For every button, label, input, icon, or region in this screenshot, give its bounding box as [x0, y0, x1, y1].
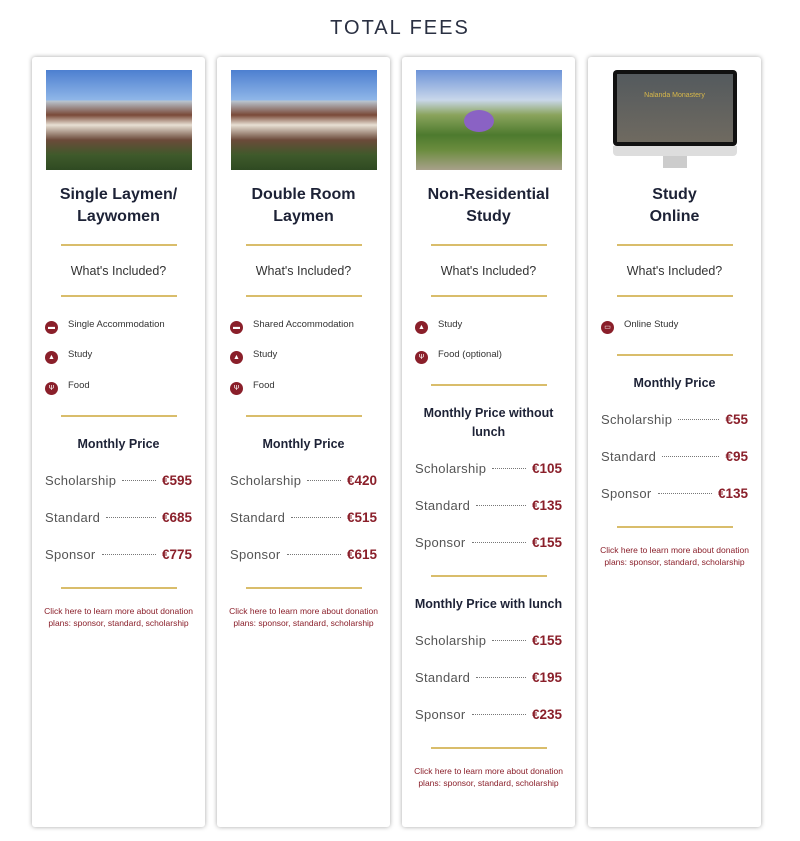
donation-plans-link[interactable]: Click here to learn more about donation plans: sponsor, standard, scholarship [229, 605, 378, 628]
laptop-icon: ▭ [601, 321, 614, 334]
included-item-label: Study [68, 349, 93, 361]
graduation-cap-icon: ▲ [45, 351, 58, 364]
included-item-label: Food [253, 379, 275, 391]
divider [431, 747, 547, 749]
price-row [588, 438, 761, 475]
price-label: Standard [415, 670, 471, 685]
price-label: Sponsor [45, 546, 96, 562]
price-value: €55 [725, 411, 748, 427]
donation-plans-link[interactable]: Click here to learn more about donation plans: sponsor, standard, scholarship [44, 605, 193, 628]
price-row [588, 401, 761, 438]
divider [431, 575, 547, 577]
included-item-label: Single Accommodation [68, 318, 165, 330]
bed-icon: ▬ [230, 321, 243, 334]
price-row [32, 462, 205, 499]
price-row [402, 450, 575, 487]
price-label: Scholarship [415, 633, 487, 648]
price-row [217, 536, 390, 573]
price-row [402, 659, 575, 696]
bed-icon: ▬ [45, 321, 58, 334]
price-row [402, 487, 575, 524]
card-title: Single Laymen/ Laywomen [59, 186, 178, 225]
price-label: Standard [415, 498, 471, 513]
included-item [415, 340, 575, 371]
price-row [32, 536, 205, 573]
included-item-label: Food (optional) [438, 349, 502, 361]
price-row [402, 622, 575, 659]
included-item [45, 370, 205, 401]
included-item [230, 370, 390, 401]
price-label: Standard [45, 509, 101, 525]
price-value: €515 [346, 509, 377, 525]
included-item [415, 309, 575, 340]
divider [246, 587, 362, 589]
included-item-label: Study [438, 318, 463, 330]
divider [617, 526, 733, 528]
divider [61, 244, 177, 246]
price-heading: Monthly Price [262, 436, 345, 451]
price-row [217, 462, 390, 499]
included-heading: What's Included? [255, 264, 352, 278]
included-item [601, 309, 761, 340]
donation-plans-link[interactable]: Click here to learn more about donation plans: sponsor, standard, scholarship [414, 766, 563, 788]
price-label: Sponsor [230, 546, 281, 562]
included-item [45, 309, 205, 340]
price-row [217, 499, 390, 536]
fee-card [588, 57, 761, 827]
price-value: €155 [531, 633, 562, 648]
utensils-icon: Ψ [415, 351, 428, 364]
price-label: Sponsor [415, 535, 466, 550]
price-label: Scholarship [601, 411, 673, 427]
price-row [32, 499, 205, 536]
divider [617, 244, 733, 246]
price-value: €195 [531, 670, 562, 685]
included-item [230, 309, 390, 340]
price-label: Sponsor [415, 707, 466, 722]
donation-plans-link[interactable]: Click here to learn more about donation plans: sponsor, standard, scholarship [600, 544, 749, 567]
price-heading: Monthly Price [77, 436, 160, 451]
price-row [402, 524, 575, 561]
included-heading: What's Included? [70, 264, 167, 278]
monastery-building-image [46, 70, 192, 170]
included-item-label: Online Study [624, 318, 679, 330]
card-title: Non-Residential Study [427, 186, 550, 225]
price-label: Standard [601, 448, 657, 464]
utensils-icon: Ψ [230, 382, 243, 395]
price-heading: Monthly Price with lunch [414, 597, 563, 611]
price-heading: Monthly Price [633, 375, 716, 390]
price-label: Standard [230, 509, 286, 525]
included-item-label: Shared Accommodation [253, 318, 354, 330]
fee-card [32, 57, 205, 827]
monitor-screen-text: Nalanda Monastery [644, 92, 705, 99]
graduation-cap-icon: ▲ [415, 321, 428, 334]
price-label: Sponsor [601, 485, 652, 501]
monastery-building-image [231, 70, 377, 170]
included-heading: What's Included? [626, 264, 723, 278]
monitor-image [602, 70, 748, 170]
card-title: Double Room Laymen [251, 186, 356, 225]
price-label: Scholarship [230, 472, 302, 488]
graduation-cap-icon: ▲ [230, 351, 243, 364]
price-heading: Monthly Price without lunch [423, 406, 554, 439]
price-value: €155 [531, 535, 562, 550]
price-value: €235 [531, 707, 562, 722]
divider [431, 244, 547, 246]
included-item-label: Study [253, 349, 278, 361]
price-row [588, 475, 761, 512]
included-item [230, 340, 390, 371]
page-title: TOTAL FEES [330, 17, 470, 39]
price-value: €135 [531, 498, 562, 513]
included-item [45, 340, 205, 371]
price-value: €615 [346, 546, 377, 562]
price-value: €135 [717, 485, 748, 501]
included-item-label: Food [68, 379, 90, 391]
price-label: Scholarship [45, 472, 117, 488]
price-value: €105 [531, 461, 562, 476]
price-value: €685 [161, 509, 192, 525]
card-title: Study Online [649, 186, 700, 225]
fee-card [217, 57, 390, 827]
price-value: €420 [346, 472, 377, 488]
price-value: €595 [161, 472, 192, 488]
included-heading: What's Included? [440, 264, 537, 278]
utensils-icon: Ψ [45, 382, 58, 395]
price-value: €95 [725, 448, 748, 464]
price-value: €775 [161, 546, 192, 562]
garden-image [416, 70, 562, 170]
divider [431, 384, 547, 386]
divider [617, 354, 733, 356]
divider [61, 587, 177, 589]
price-row [402, 696, 575, 733]
divider [246, 415, 362, 417]
divider [61, 415, 177, 417]
fee-card [402, 57, 575, 827]
price-label: Scholarship [415, 461, 487, 476]
divider [246, 244, 362, 246]
